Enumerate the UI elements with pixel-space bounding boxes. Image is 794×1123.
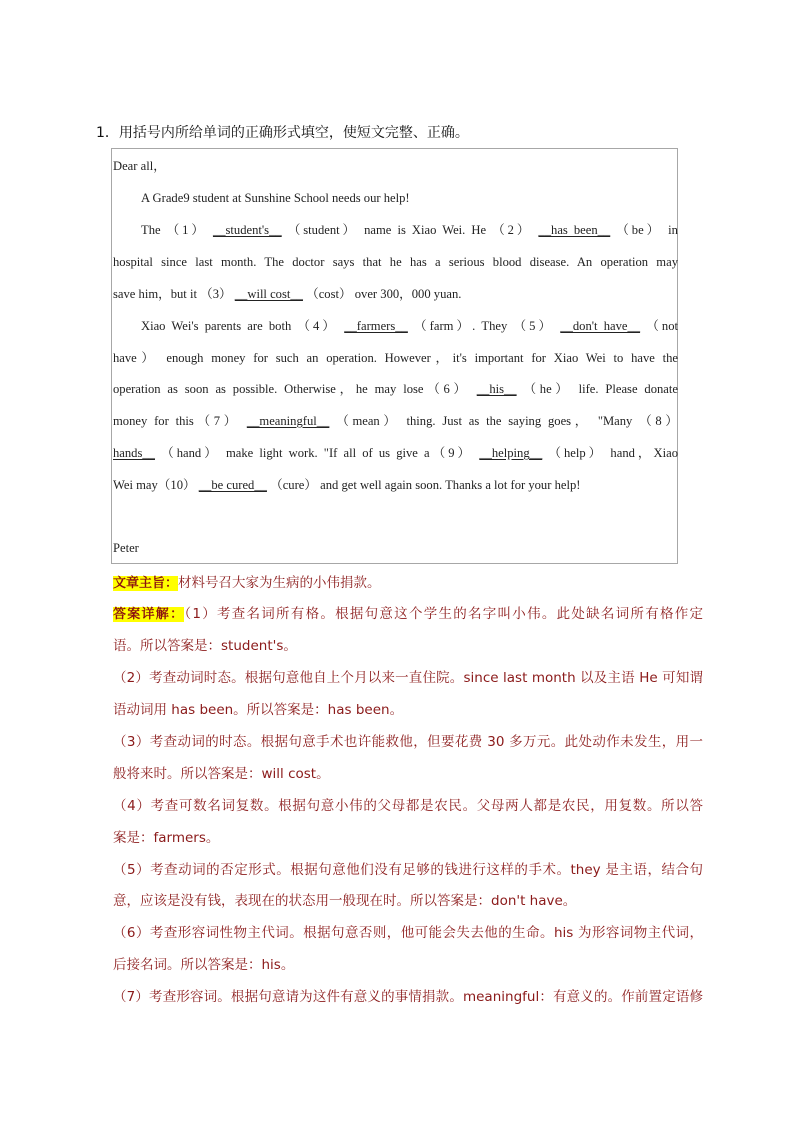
answer-4: __farmers__: [344, 319, 408, 333]
answer-2: __has been__: [538, 223, 611, 237]
detail-7-line1: （7）考查形容词。根据句意请为这件有意义的事情捐款。meaningful：有意义的。作前置定语修: [113, 989, 703, 1005]
theme-label: 文章主旨：: [113, 576, 179, 591]
letter-p2-line1: Xiao Wei's parents are both （4） __farmers__ （farm）. They （5） __don't have__ （not: [141, 319, 678, 333]
detail-5-line1: （5）考查动词的否定形式。根据句意他们没有足够的钱进行这样的手术。they 是主语，结合句: [113, 862, 703, 878]
answer-3: __will cost__: [234, 287, 303, 301]
theme-line: [113, 573, 703, 594]
answer-9: __helping__: [479, 446, 543, 460]
detail-2-line1: （2）考查动词时态。根据句意他自上个月以来一直住院。since last month 以及主语 He 可知谓: [113, 670, 703, 686]
letter-p2-line6: Wei may（10） __be cured__ （cure） and get well again soon. Thanks a lot for your help!: [113, 478, 581, 492]
answer-5: __don't have__: [560, 319, 641, 333]
letter-p1-line3: save him，but it （3） __will cost__ （cost） over 300，000 yuan.: [113, 287, 462, 301]
detail-1-line2: 语。所以答案是：student's。: [113, 638, 297, 654]
letter-p2-line4: money for this（7） __meaningful__ （mean） thing. Just as the saying goes， "Many （8）: [113, 414, 678, 428]
detail-6-line1: （6）考查形容词性物主代词。根据句意否则，他可能会失去他的生命。his 为形容词物主代词，: [113, 925, 703, 941]
detail-1-line1: 答案详解：（1）考查名词所有格。根据句意这个学生的名字叫小伟。此处缺名词所有格作定: [113, 606, 703, 622]
answer-6: __his__: [476, 382, 517, 396]
letter-intro: A Grade9 student at Sunshine School needs our help!: [141, 191, 410, 205]
detail-4-line1: （4）考查可数名词复数。根据句意小伟的父母都是农民。父母两人都是农民，用复数。所以答: [113, 798, 703, 814]
letter-p2-line2: have） enough money for such an operation. However，it's important for Xiao Wei to have the: [113, 351, 678, 365]
details-label: 答案详解：: [113, 607, 185, 622]
letter-p1-line2: hospital since last month. The doctor says that he has a serious blood disease. An operation may: [113, 255, 678, 269]
question-title: 1．用括号内所给单词的正确形式填空，使短文完整、正确。: [96, 125, 469, 141]
detail-3-line2: 般将来时。所以答案是：will cost。: [113, 766, 330, 782]
letter-p2-line5: hands__ （hand） make light work. "If all of us give a（9） __helping__ （help） hand，Xiao: [113, 446, 678, 460]
detail-2-line2: 语动词用 has been。所以答案是：has been。: [113, 702, 404, 718]
detail-5-line2: 意，应该是没有钱，表现在的状态用一般现在时。所以答案是：don't have。: [113, 893, 577, 909]
answer-1: __student's__: [212, 223, 282, 237]
letter-p2-line3: operation as soon as possible. Otherwise，he may lose（6） __his__ （he） life. Please donate: [113, 382, 678, 396]
letter-greeting: Dear all，: [113, 159, 166, 173]
letter-p1-line1: The （1） __student's__ （student） name is Xiao Wei. He （2） __has been__ （be） in: [141, 223, 678, 237]
answer-7: __meaningful__: [246, 414, 330, 428]
letter-signature: Peter: [113, 541, 139, 555]
answer-10: __be cured__: [198, 478, 267, 492]
answer-8: hands__: [113, 446, 155, 460]
detail-6-line2: 后接名词。所以答案是：his。: [113, 957, 295, 973]
detail-3-line1: （3）考查动词的时态。根据句意手术也许能救他，但要花费 30 多万元。此处动作未发生，用一: [113, 734, 703, 750]
detail-4-line2: 案是：farmers。: [113, 830, 220, 846]
theme-text: 材料号召大家为生病的小伟捐款。: [178, 575, 381, 591]
